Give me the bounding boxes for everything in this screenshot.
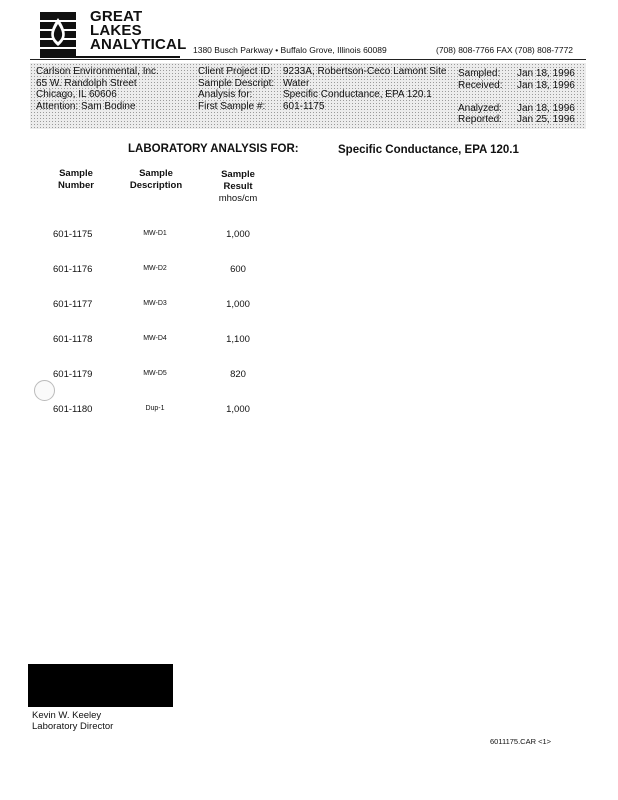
date-labels xyxy=(458,68,502,126)
report-title: LABORATORY ANALYSIS FOR: xyxy=(128,143,299,155)
analysis-for-label: Analysis for: xyxy=(198,89,253,100)
date-values xyxy=(517,68,575,126)
sample-number: 601-1178 xyxy=(53,334,93,345)
client-city: Chicago, IL 60606 xyxy=(36,89,117,100)
first-sample-label: First Sample #: xyxy=(198,100,266,112)
logo-wordmark xyxy=(90,10,186,52)
analysis-for-value: Specific Conductance, EPA 120.1 xyxy=(283,89,432,100)
sample-result: 1,000 xyxy=(226,229,250,240)
column-header-line: Sample xyxy=(221,169,255,180)
client-address-block xyxy=(36,66,159,112)
redacted-signature xyxy=(28,664,173,707)
column-header-line: Result xyxy=(223,181,253,192)
sample-number: 601-1176 xyxy=(53,264,93,275)
table-row xyxy=(0,334,300,348)
logo-line-2: LAKES xyxy=(90,22,142,39)
punch-hole xyxy=(34,380,55,401)
date-spacer xyxy=(517,91,575,103)
lab-address: 1380 Busch Parkway • Buffalo Grove, Illinois 60089 xyxy=(193,45,387,55)
signatory-block xyxy=(32,710,113,732)
reported-value: Jan 25, 1996 xyxy=(517,114,575,125)
sample-description: Dup-1 xyxy=(145,405,165,412)
column-header-line: Sample xyxy=(139,168,173,179)
project-id-label: Client Project ID: xyxy=(198,66,274,77)
client-street: 65 W. Randolph Street xyxy=(36,77,137,89)
sample-descript-value: Water xyxy=(283,77,310,89)
sample-result: 1,000 xyxy=(226,299,250,310)
project-labels xyxy=(198,66,274,112)
column-header-line: Description xyxy=(129,180,183,191)
sample-number: 601-1179 xyxy=(53,369,93,380)
sample-result: 1,100 xyxy=(226,334,250,345)
logo-line-1: GREAT xyxy=(90,8,143,25)
project-values xyxy=(283,66,446,112)
result-unit: mhos/cm xyxy=(218,193,258,204)
analyzed-label: Analyzed: xyxy=(458,102,502,114)
sample-number: 601-1177 xyxy=(53,299,93,310)
sample-description: MW-D1 xyxy=(143,230,167,237)
column-header-sample-description xyxy=(124,168,188,192)
received-label: Received: xyxy=(458,79,503,91)
sample-description: MW-D5 xyxy=(143,370,167,377)
sampled-label: Sampled: xyxy=(458,68,501,79)
first-sample-value: 601-1175 xyxy=(283,100,325,112)
sample-number: 601-1175 xyxy=(53,229,93,240)
table-row xyxy=(0,404,300,418)
column-header-line: Sample xyxy=(59,168,93,179)
sample-result: 600 xyxy=(230,264,246,275)
column-header-line: Number xyxy=(58,180,94,191)
logo-line-3: ANALYTICAL xyxy=(90,36,187,53)
sample-result: 820 xyxy=(230,369,246,380)
date-spacer xyxy=(458,91,502,103)
table-row xyxy=(0,299,300,313)
received-value: Jan 18, 1996 xyxy=(517,79,575,91)
column-header-sample-result xyxy=(208,169,268,205)
sampled-value: Jan 18, 1996 xyxy=(517,68,575,79)
document-code: 6011175.CAR <1> xyxy=(490,737,552,746)
project-id-value: 9233A, Robertson-Ceco Lamont Site xyxy=(283,66,447,77)
sample-description: MW-D4 xyxy=(143,335,167,342)
analysis-name: Specific Conductance, EPA 120.1 xyxy=(338,144,519,156)
column-header-sample-number xyxy=(45,168,107,192)
signatory-title: Laboratory Director xyxy=(32,721,114,732)
table-row xyxy=(0,264,300,278)
signatory-name: Kevin W. Keeley xyxy=(32,710,102,721)
sample-descript-label: Sample Descript: xyxy=(198,77,275,89)
analyzed-value: Jan 18, 1996 xyxy=(517,102,575,114)
logo-underline xyxy=(40,56,180,58)
header-divider xyxy=(30,59,586,60)
sample-number: 601-1180 xyxy=(53,404,93,415)
lab-phone-fax: (708) 808-7766 FAX (708) 808-7772 xyxy=(436,45,574,55)
sample-description: MW-D3 xyxy=(143,300,167,307)
company-logo xyxy=(40,12,76,58)
sample-description: MW-D2 xyxy=(143,265,167,272)
table-row xyxy=(0,229,300,243)
sample-result: 1,000 xyxy=(226,404,250,415)
reported-label: Reported: xyxy=(458,114,502,125)
client-company: Carlson Environmental, Inc. xyxy=(36,66,159,77)
client-attention: Attention: Sam Bodine xyxy=(36,100,136,112)
